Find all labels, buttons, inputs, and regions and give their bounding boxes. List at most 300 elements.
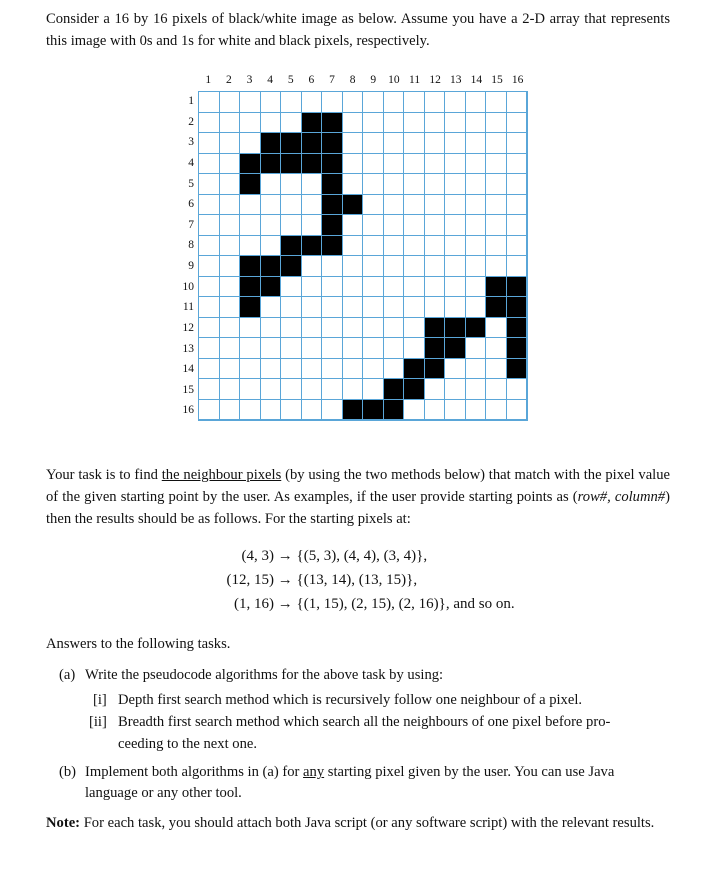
pixel-cell: [261, 400, 282, 421]
pixel-cell: [425, 215, 446, 236]
pixel-cell: [404, 195, 425, 216]
pixel-cell: [322, 277, 343, 298]
pixel-cell: [466, 400, 487, 421]
pixel-cell: [302, 236, 323, 257]
pixel-cell: [404, 297, 425, 318]
pixel-cell: [363, 338, 384, 359]
pixel-cell: [404, 236, 425, 257]
pixel-cell: [384, 297, 405, 318]
pixel-cell: [261, 338, 282, 359]
pixel-cell: [507, 277, 528, 298]
pixel-cell: [343, 359, 364, 380]
task-a-ii-text-1: Breadth first search method which search all the neighbours of one pixel before pro-: [118, 714, 611, 730]
pixel-cell: [466, 92, 487, 113]
pixel-cell: [404, 215, 425, 236]
answers-heading: Answers to the following tasks.: [46, 636, 231, 652]
pixel-cell: [302, 338, 323, 359]
pixel-cell: [384, 133, 405, 154]
pixel-cell: [343, 318, 364, 339]
pixel-cell: [220, 113, 241, 134]
pixel-cell: [343, 297, 364, 318]
pixel-cell: [445, 379, 466, 400]
task-a-text: Write the pseudocode algorithms for the above task by using:: [85, 667, 444, 683]
task-b-label: (b): [59, 764, 77, 780]
pixel-cell: [384, 318, 405, 339]
pixel-cell: [261, 318, 282, 339]
column-label: 14: [470, 74, 483, 86]
pixel-cell: [445, 113, 466, 134]
pixel-cell: [199, 318, 220, 339]
pixel-cell: [384, 400, 405, 421]
pixel-cell: [322, 379, 343, 400]
pixel-cell: [363, 215, 384, 236]
column-label: 16: [511, 74, 524, 86]
pixel-cell: [466, 379, 487, 400]
pixel-cell: [363, 256, 384, 277]
row-label: 8: [188, 239, 194, 252]
pixel-cell: [445, 174, 466, 195]
pixel-cell: [322, 215, 343, 236]
pixel-cell: [220, 400, 241, 421]
pixel-cell: [466, 359, 487, 380]
row-label: 14: [182, 363, 194, 376]
pixel-cell: [220, 297, 241, 318]
pixel-cell: [486, 338, 507, 359]
pixel-cell: [302, 297, 323, 318]
pixel-cell: [384, 154, 405, 175]
pixel-cell: [220, 154, 241, 175]
task-text-3: ) then the results should be as follows. For the starting pixels at:: [46, 489, 670, 527]
pixel-cell: [302, 359, 323, 380]
pixel-cell: [363, 297, 384, 318]
pixel-cell: [302, 195, 323, 216]
pixel-cell: [445, 359, 466, 380]
pixel-cell: [322, 133, 343, 154]
pixel-cell: [199, 400, 220, 421]
pixel-cell: [220, 277, 241, 298]
pixel-cell: [486, 400, 507, 421]
pixel-cell: [220, 174, 241, 195]
pixel-cell: [322, 318, 343, 339]
pixel-cell: [425, 400, 446, 421]
pixel-cell: [404, 256, 425, 277]
pixel-cell: [384, 359, 405, 380]
pixel-cell: [425, 236, 446, 257]
pixel-cell: [302, 277, 323, 298]
pixel-cell: [261, 359, 282, 380]
pixel-cell: [240, 174, 261, 195]
pixel-cell: [445, 236, 466, 257]
pixel-cell: [445, 256, 466, 277]
pixel-cell: [404, 277, 425, 298]
note-text: For each task, you should attach both Java script (or any software script) with the relevant results.: [80, 815, 655, 831]
pixel-cell: [486, 277, 507, 298]
pixel-cell: [466, 195, 487, 216]
pixel-grid: [198, 91, 528, 421]
pixel-cell: [343, 338, 364, 359]
pixel-cell: [363, 113, 384, 134]
pixel-cell: [302, 174, 323, 195]
pixel-cell: [486, 379, 507, 400]
example-row: (1, 16) → {(1, 15), (2, 15), (2, 16)}, and so on.: [234, 596, 515, 612]
pixel-cell: [343, 277, 364, 298]
task-a-label: (a): [59, 667, 76, 683]
pixel-cell: [199, 215, 220, 236]
pixel-cell: [425, 359, 446, 380]
pixel-cell: [363, 92, 384, 113]
pixel-cell: [507, 338, 528, 359]
pixel-cell: [466, 154, 487, 175]
pixel-cell: [199, 174, 220, 195]
pixel-cell: [363, 236, 384, 257]
pixel-cell: [445, 133, 466, 154]
examples-block: [200, 544, 515, 616]
note-label: Note:: [46, 815, 81, 831]
task-text-1: Your task is to find: [46, 467, 162, 483]
pixel-cell: [404, 318, 425, 339]
pixel-cell: [486, 92, 507, 113]
pixel-cell: [486, 113, 507, 134]
pixel-cell: [404, 113, 425, 134]
pixel-cell: [445, 318, 466, 339]
pixel-cell: [220, 379, 241, 400]
task-a-ii-text-2: ceeding to the next one.: [118, 736, 257, 752]
pixel-cell: [363, 195, 384, 216]
pixel-cell: [343, 215, 364, 236]
pixel-cell: [220, 215, 241, 236]
pixel-cell: [466, 277, 487, 298]
column-label: 7: [329, 74, 335, 86]
pixel-cell: [384, 379, 405, 400]
pixel-cell: [507, 133, 528, 154]
pixel-cell: [425, 277, 446, 298]
pixel-cell: [507, 297, 528, 318]
pixel-cell: [363, 318, 384, 339]
pixel-cell: [466, 256, 487, 277]
pixel-cell: [261, 154, 282, 175]
pixel-cell: [322, 297, 343, 318]
pixel-cell: [404, 338, 425, 359]
pixel-cell: [507, 318, 528, 339]
row-label: 9: [188, 260, 194, 272]
pixel-cell: [363, 379, 384, 400]
pixel-cell: [404, 92, 425, 113]
pixel-cell: [507, 174, 528, 195]
pixel-cell: [261, 297, 282, 318]
pixel-cell: [322, 236, 343, 257]
pixel-cell: [425, 92, 446, 113]
pixel-cell: [425, 338, 446, 359]
pixel-cell: [220, 256, 241, 277]
pixel-cell: [466, 113, 487, 134]
pixel-cell: [445, 338, 466, 359]
pixel-cell: [261, 92, 282, 113]
pixel-cell: [507, 379, 528, 400]
row-label: 10: [182, 280, 194, 293]
row-label: 6: [188, 198, 194, 211]
pixel-cell: [240, 256, 261, 277]
task-a-i-label: [i]: [93, 692, 107, 708]
pixel-cell: [220, 338, 241, 359]
pixel-cell: [302, 256, 323, 277]
pixel-cell: [384, 338, 405, 359]
row-label: 1: [188, 95, 194, 107]
pixel-cell: [363, 400, 384, 421]
pixel-cell: [445, 195, 466, 216]
pixel-cell: [281, 174, 302, 195]
pixel-cell: [425, 174, 446, 195]
pixel-cell: [302, 92, 323, 113]
pixel-cell: [322, 113, 343, 134]
pixel-cell: [281, 113, 302, 134]
note-paragraph: [46, 812, 670, 834]
pixel-cell: [445, 154, 466, 175]
column-label: 1: [205, 74, 212, 86]
pixel-cell: [281, 154, 302, 175]
task-b-text-2: language or any other tool.: [85, 785, 242, 801]
pixel-cell: [281, 236, 302, 257]
pixel-cell: [363, 277, 384, 298]
row-label: 15: [182, 383, 194, 396]
pixel-cell: [384, 92, 405, 113]
pixel-cell: [261, 215, 282, 236]
pixel-cell: [322, 174, 343, 195]
column-label: 8: [349, 74, 356, 86]
pixel-cell: [384, 174, 405, 195]
row-label: 2: [188, 115, 194, 128]
pixel-cell: [507, 400, 528, 421]
pixel-cell: [322, 256, 343, 277]
pixel-cell: [425, 379, 446, 400]
pixel-cell: [240, 133, 261, 154]
pixel-cell: [343, 113, 364, 134]
task-b-text: Implement both algorithms in (a) for any starting pixel given by the user. You can use Java: [85, 764, 615, 780]
example-row: (4, 3) → {(5, 3), (4, 4), (3, 4)},: [241, 548, 428, 564]
pixel-cell: [281, 400, 302, 421]
task-paragraph: [46, 464, 670, 530]
pixel-cell: [343, 174, 364, 195]
pixel-cell: [220, 92, 241, 113]
pixel-cell: [199, 236, 220, 257]
pixel-cell: [302, 400, 323, 421]
pixel-cell: [507, 195, 528, 216]
pixel-cell: [281, 359, 302, 380]
pixel-cell: [281, 133, 302, 154]
pixel-cell: [199, 154, 220, 175]
pixel-cell: [281, 215, 302, 236]
column-label: 15: [491, 74, 503, 86]
pixel-cell: [466, 297, 487, 318]
pixel-cell: [507, 113, 528, 134]
pixel-cell: [486, 236, 507, 257]
pixel-cell: [425, 133, 446, 154]
any-underlined: any: [303, 764, 325, 780]
pixel-cell: [486, 297, 507, 318]
pixel-cell: [302, 113, 323, 134]
pixel-cell: [404, 174, 425, 195]
pixel-cell: [240, 400, 261, 421]
pixel-cell: [507, 256, 528, 277]
pixel-cell: [404, 359, 425, 380]
pixel-cell: [486, 256, 507, 277]
pixel-cell: [404, 154, 425, 175]
pixel-cell: [486, 154, 507, 175]
pixel-cell: [425, 318, 446, 339]
task-math: row#, column#: [577, 489, 666, 505]
pixel-cell: [384, 113, 405, 134]
column-label: 3: [246, 74, 253, 86]
pixel-cell: [425, 113, 446, 134]
pixel-cell: [281, 297, 302, 318]
pixel-cell: [384, 236, 405, 257]
pixel-cell: [281, 379, 302, 400]
pixel-cell: [343, 400, 364, 421]
pixel-cell: [363, 154, 384, 175]
pixel-cell: [281, 92, 302, 113]
pixel-cell: [445, 92, 466, 113]
pixel-cell: [322, 359, 343, 380]
row-label: 4: [188, 156, 194, 169]
pixel-cell: [261, 236, 282, 257]
pixel-cell: [281, 277, 302, 298]
pixel-cell: [384, 195, 405, 216]
pixel-cell: [404, 400, 425, 421]
column-label: 12: [429, 74, 441, 86]
pixel-cell: [322, 92, 343, 113]
pixel-cell: [302, 379, 323, 400]
row-label: 7: [188, 218, 194, 231]
pixel-cell: [507, 154, 528, 175]
pixel-cell: [425, 195, 446, 216]
pixel-cell: [445, 297, 466, 318]
pixel-cell: [466, 133, 487, 154]
pixel-cell: [302, 318, 323, 339]
pixel-cell: [507, 215, 528, 236]
pixel-cell: [486, 195, 507, 216]
column-label: 13: [450, 74, 462, 86]
pixel-cell: [240, 277, 261, 298]
intro-paragraph: Consider a 16 by 16 pixels of black/white image as below. Assume you have a 2-D array that represents this image with 0s and 1s for white and black pixels, respectively.: [46, 11, 670, 49]
pixel-cell: [425, 297, 446, 318]
pixel-cell: [199, 359, 220, 380]
task-text-2: (by using the two methods below) that match with the pixel value of the given starting point by the user. As examples, if the user provide starting points as (: [46, 467, 670, 505]
pixel-cell: [466, 215, 487, 236]
pixel-cell: [199, 195, 220, 216]
pixel-cell: [445, 277, 466, 298]
pixel-cell: [466, 338, 487, 359]
pixel-cell: [240, 215, 261, 236]
pixel-cell: [261, 277, 282, 298]
task-a-i-text: Depth first search method which is recursively follow one neighbour of a pixel.: [118, 692, 583, 708]
column-label: 2: [226, 74, 232, 86]
pixel-cell: [240, 195, 261, 216]
pixel-cell: [240, 338, 261, 359]
pixel-cell: [302, 154, 323, 175]
pixel-cell: [240, 318, 261, 339]
column-label: 5: [287, 74, 294, 86]
row-label: 11: [182, 301, 194, 314]
pixel-cell: [240, 297, 261, 318]
pixel-cell: [240, 236, 261, 257]
pixel-cell: [322, 400, 343, 421]
pixel-cell: [199, 113, 220, 134]
pixel-cell: [343, 133, 364, 154]
pixel-cell: [220, 236, 241, 257]
pixel-cell: [486, 215, 507, 236]
row-label: 3: [188, 136, 194, 149]
pixel-cell: [199, 92, 220, 113]
pixel-cell: [199, 297, 220, 318]
pixel-cell: [404, 133, 425, 154]
row-label: 12: [182, 321, 194, 334]
column-label: 9: [370, 74, 377, 86]
pixel-cell: [220, 318, 241, 339]
pixel-cell: [507, 359, 528, 380]
column-labels: [198, 74, 528, 90]
pixel-cell: [507, 236, 528, 257]
column-label: 11: [409, 74, 421, 86]
pixel-cell: [199, 133, 220, 154]
pixel-cell: [199, 379, 220, 400]
pixel-cell: [343, 92, 364, 113]
column-label: 6: [308, 74, 315, 86]
neighbour-pixels-underlined: the neighbour pixels: [161, 467, 282, 483]
row-label: 13: [182, 342, 194, 355]
pixel-cell: [363, 359, 384, 380]
pixel-cell: [343, 256, 364, 277]
pixel-cell: [261, 133, 282, 154]
pixel-cell: [240, 379, 261, 400]
row-label: 5: [188, 177, 194, 190]
pixel-cell: [240, 154, 261, 175]
pixel-cell: [486, 318, 507, 339]
pixel-cell: [220, 133, 241, 154]
pixel-cell: [445, 215, 466, 236]
pixel-cell: [363, 174, 384, 195]
pixel-cell: [322, 195, 343, 216]
pixel-cell: [240, 113, 261, 134]
column-label: 4: [267, 74, 274, 86]
pixel-cell: [199, 338, 220, 359]
pixel-cell: [281, 256, 302, 277]
pixel-cell: [507, 92, 528, 113]
task-a-ii-label: [ii]: [89, 714, 107, 730]
pixel-cell: [240, 92, 261, 113]
pixel-cell: [384, 215, 405, 236]
row-label: 16: [182, 404, 194, 417]
example-row: (12, 15) → {(13, 14), (13, 15)},: [226, 572, 418, 588]
pixel-cell: [486, 133, 507, 154]
pixel-cell: [240, 359, 261, 380]
pixel-cell: [343, 379, 364, 400]
pixel-cell: [486, 174, 507, 195]
pixel-cell: [322, 154, 343, 175]
pixel-cell: [261, 379, 282, 400]
column-label: 10: [388, 74, 400, 86]
pixel-cell: [404, 379, 425, 400]
pixel-cell: [261, 256, 282, 277]
pixel-cell: [322, 338, 343, 359]
pixel-cell: [466, 318, 487, 339]
pixel-cell: [302, 215, 323, 236]
pixel-cell: [281, 195, 302, 216]
pixel-cell: [220, 195, 241, 216]
pixel-cell: [343, 195, 364, 216]
pixel-cell: [425, 154, 446, 175]
pixel-cell: [363, 133, 384, 154]
pixel-cell: [343, 154, 364, 175]
pixel-cell: [302, 133, 323, 154]
